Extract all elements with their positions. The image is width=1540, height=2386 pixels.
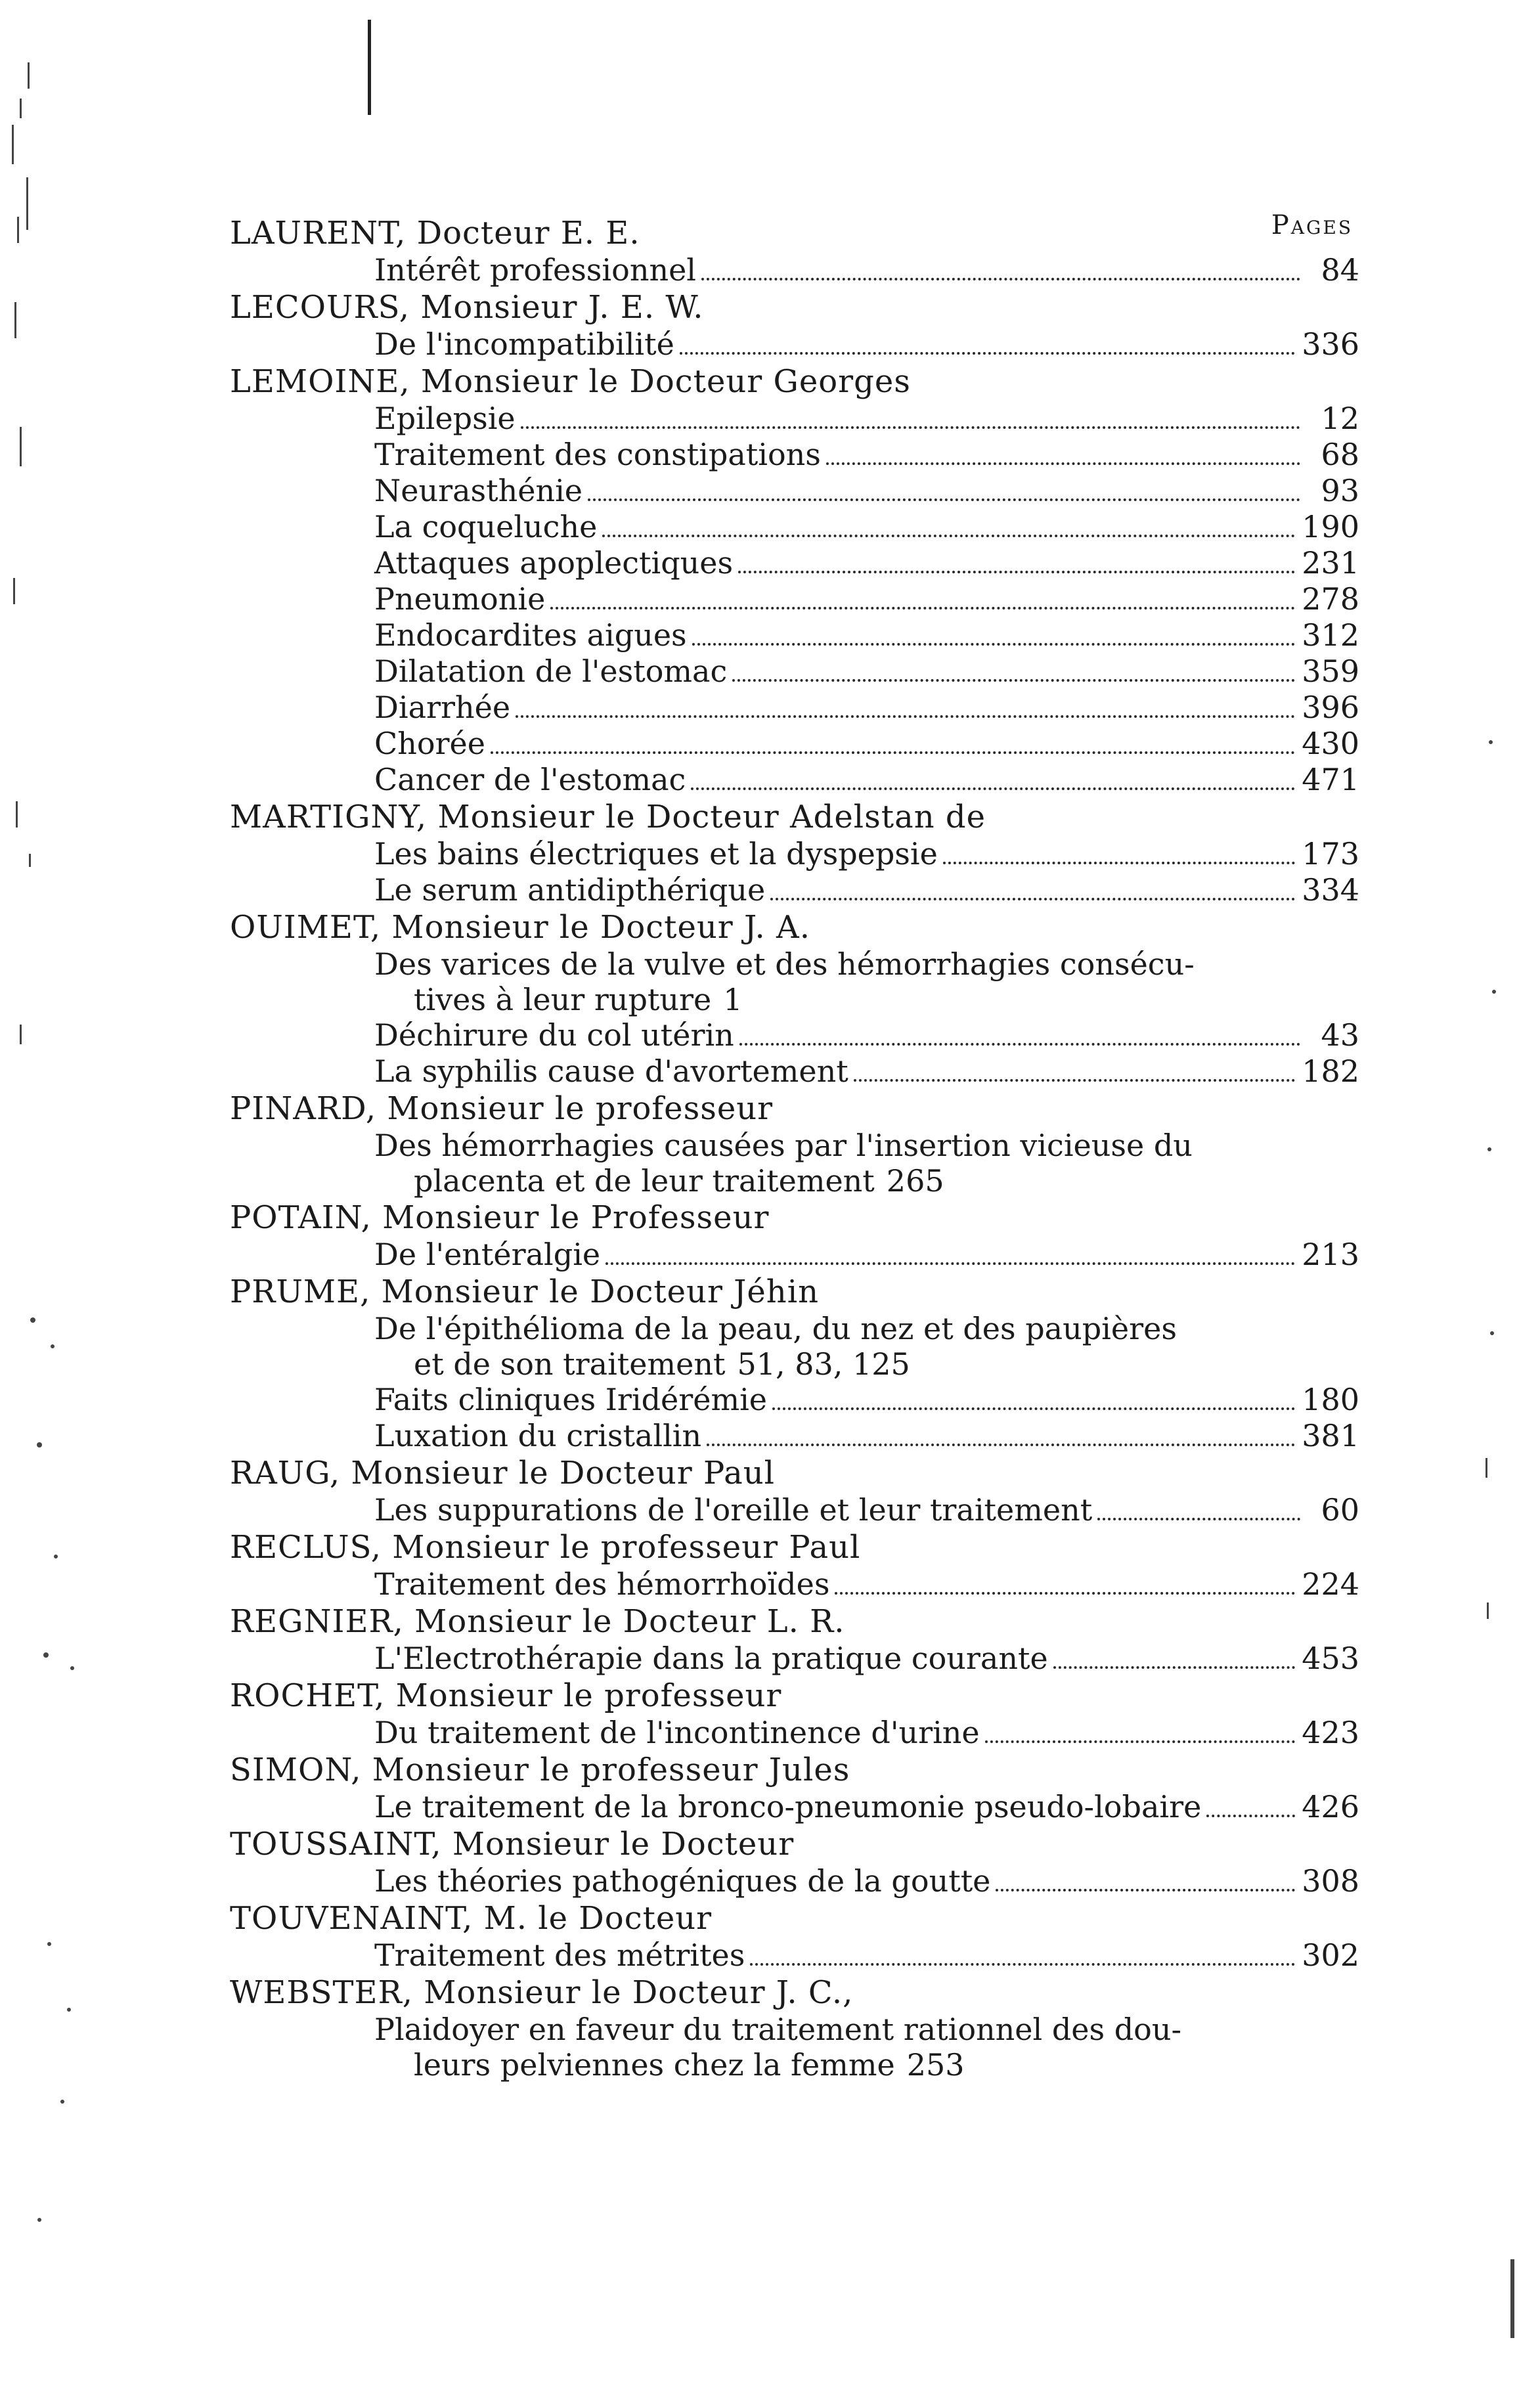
index-item: [374, 1492, 1359, 1528]
dot-leader: [521, 426, 1300, 429]
author-entry: [230, 1528, 1359, 1602]
item-page: 396: [1302, 690, 1359, 725]
item-page: 51, 83, 125: [737, 1346, 910, 1382]
index-item: [374, 1128, 1359, 1199]
dot-leader: [691, 787, 1295, 790]
author-index: [230, 209, 1359, 2083]
dot-leader: [692, 643, 1296, 646]
index-item: [374, 1863, 1359, 1899]
author-entry: [230, 363, 1359, 798]
item-title: Intérêt professionnel: [374, 252, 697, 288]
item-page: 182: [1302, 1053, 1359, 1089]
item-page: 173: [1302, 836, 1359, 872]
item-page: 93: [1321, 473, 1359, 508]
item-title: Endocardites aigues: [374, 617, 687, 653]
item-title: Chorée: [374, 726, 485, 761]
scan-mark: [368, 20, 371, 115]
author-name: RECLUS, Monsieur le professeur Paul: [230, 1529, 861, 1566]
dot-leader: [588, 498, 1300, 501]
dot-leader: [738, 571, 1295, 573]
item-title-continuation: placenta et de leur traitement: [414, 1163, 875, 1199]
index-item: [374, 726, 1359, 762]
item-title: Les bains électriques et la dyspepsie: [374, 836, 938, 872]
dot-leader: [1053, 1666, 1296, 1669]
index-item: [374, 1017, 1359, 1053]
author-name: POTAIN, Monsieur le Professeur: [230, 1199, 770, 1236]
item-page: 43: [1321, 1017, 1359, 1053]
author-entry: [230, 1751, 1359, 1825]
item-title: Traitement des métrites: [374, 1937, 745, 1973]
author-name: TOUSSAINT, Monsieur le Docteur: [230, 1826, 795, 1863]
dot-leader: [854, 1079, 1295, 1082]
author-name: PRUME, Monsieur le Docteur Jéhin: [230, 1273, 819, 1310]
dot-leader: [996, 1889, 1295, 1891]
item-title: L'Electrothérapie dans la pratique courante: [374, 1641, 1048, 1676]
index-item: [374, 946, 1359, 1017]
item-title-line: Des varices de la vulve et des hémorrhagies consécu-: [374, 946, 1195, 982]
dot-leader: [770, 898, 1295, 900]
index-item: [374, 581, 1359, 617]
item-page: 180: [1302, 1382, 1359, 1417]
dot-leader: [732, 679, 1295, 682]
author-name: SIMON, Monsieur le professeur Jules: [230, 1752, 850, 1788]
item-page: 12: [1321, 401, 1359, 436]
index-item: [374, 1382, 1359, 1418]
item-page: 471: [1302, 762, 1359, 797]
item-title-line: Des hémorrhagies causées par l'insertion vicieuse du: [374, 1128, 1193, 1163]
author-entry: [230, 1090, 1359, 1199]
dot-leader: [701, 278, 1300, 280]
item-page: 190: [1302, 509, 1359, 544]
dot-leader: [605, 1262, 1295, 1265]
index-item: [374, 2012, 1359, 2083]
item-page: 381: [1302, 1418, 1359, 1453]
item-page: 312: [1302, 617, 1359, 653]
item-title: De l'entéralgie: [374, 1237, 601, 1272]
author-entry: [230, 1199, 1359, 1273]
index-item: [374, 401, 1359, 437]
author-name: LEMOINE, Monsieur le Docteur Georges: [230, 363, 911, 400]
item-page: 336: [1302, 326, 1359, 362]
author-name: REGNIER, Monsieur le Docteur L. R.: [230, 1603, 845, 1640]
item-title: Déchirure du col utérin: [374, 1017, 734, 1053]
item-title: Les théories pathogéniques de la goutte: [374, 1863, 991, 1899]
author-name: MARTIGNY, Monsieur le Docteur Adelstan de: [230, 799, 986, 835]
author-name: WEBSTER, Monsieur le Docteur J. C.,: [230, 1974, 854, 2011]
item-title: Diarrhée: [374, 690, 511, 725]
item-page: 68: [1321, 437, 1359, 472]
author-name: RAUG, Monsieur le Docteur Paul: [230, 1455, 775, 1491]
dot-leader: [516, 715, 1295, 718]
index-item: [374, 1937, 1359, 1974]
author-entry: [230, 1974, 1359, 2083]
index-item: [374, 1641, 1359, 1677]
item-title: La coqueluche: [374, 509, 598, 544]
item-title: Dilatation de l'estomac: [374, 653, 728, 689]
index-item: [374, 1789, 1359, 1825]
index-item: [374, 437, 1359, 473]
item-title: Du traitement de l'incontinence d'urine: [374, 1715, 980, 1750]
dot-leader: [680, 352, 1295, 355]
author-entry: [230, 1677, 1359, 1751]
item-page: 213: [1302, 1237, 1359, 1272]
author-entry: [230, 1825, 1359, 1899]
item-page: 224: [1302, 1566, 1359, 1602]
dot-leader: [826, 462, 1300, 465]
author-entry: [230, 1454, 1359, 1528]
item-title: Luxation du cristallin: [374, 1418, 702, 1453]
index-item: [374, 1715, 1359, 1751]
item-title-line: Plaidoyer en faveur du traitement rationnel des dou-: [374, 2012, 1182, 2047]
index-item: [374, 617, 1359, 653]
item-title: Traitement des constipations: [374, 437, 821, 472]
item-page: 278: [1302, 581, 1359, 617]
dot-leader: [739, 1043, 1300, 1046]
item-page: 253: [906, 2047, 965, 2083]
author-entry: [230, 214, 1359, 288]
dot-leader: [602, 535, 1295, 537]
item-page: 308: [1302, 1863, 1359, 1899]
dot-leader: [772, 1407, 1295, 1410]
item-title-continuation: tives à leur rupture: [414, 982, 712, 1017]
item-page: 302: [1302, 1937, 1359, 1973]
index-item: [374, 473, 1359, 509]
index-item: [374, 252, 1359, 288]
author-name: LAURENT, Docteur E. E.: [230, 215, 640, 252]
item-title: Le traitement de la bronco-pneumonie pseudo-lobaire: [374, 1789, 1202, 1824]
item-page: 84: [1321, 252, 1359, 288]
dot-leader: [943, 862, 1295, 864]
item-title: Cancer de l'estomac: [374, 762, 686, 797]
dot-leader: [491, 751, 1295, 754]
item-title: Traitement des hémorrhoïdes: [374, 1566, 830, 1602]
item-page: 426: [1302, 1789, 1359, 1824]
index-item: [374, 653, 1359, 690]
index-item: [374, 1566, 1359, 1602]
index-item: [374, 1311, 1359, 1382]
item-title: Le serum antidipthérique: [374, 872, 766, 908]
dot-leader: [1097, 1518, 1300, 1520]
author-entry: [230, 288, 1359, 363]
item-title-continuation: et de son traitement: [414, 1346, 726, 1382]
author-entry: [230, 1899, 1359, 1974]
item-page: 231: [1302, 545, 1359, 581]
author-entry: [230, 908, 1359, 1090]
dot-leader: [550, 607, 1295, 609]
item-page: 334: [1302, 872, 1359, 908]
item-title: La syphilis cause d'avortement: [374, 1053, 848, 1089]
index-item: [374, 1237, 1359, 1273]
item-page: 1: [723, 982, 743, 1017]
author-name: LECOURS, Monsieur J. E. W.: [230, 289, 704, 326]
index-item: [374, 836, 1359, 872]
dot-leader: [1206, 1815, 1295, 1817]
index-item: [374, 1418, 1359, 1454]
item-page: 265: [886, 1163, 944, 1199]
index-item: [374, 690, 1359, 726]
item-title: Neurasthénie: [374, 473, 583, 508]
item-page: 453: [1302, 1641, 1359, 1676]
author-entry: [230, 1602, 1359, 1677]
author-name: ROCHET, Monsieur le professeur: [230, 1677, 782, 1714]
author-entry: [230, 798, 1359, 908]
item-title: Les suppurations de l'oreille et leur traitement: [374, 1492, 1093, 1528]
item-title: Epilepsie: [374, 401, 516, 436]
item-title-line: De l'épithélioma de la peau, du nez et des paupières: [374, 1311, 1177, 1346]
index-item: [374, 872, 1359, 908]
item-page: 430: [1302, 726, 1359, 761]
item-page: 359: [1302, 653, 1359, 689]
dot-leader: [750, 1963, 1295, 1966]
item-title: De l'incompatibilité: [374, 326, 674, 362]
item-title: Pneumonie: [374, 581, 546, 617]
index-item: [374, 1053, 1359, 1090]
dot-leader: [835, 1592, 1295, 1595]
pages-column-label: Pages: [1271, 210, 1353, 240]
item-page: 423: [1302, 1715, 1359, 1750]
index-item: [374, 545, 1359, 581]
index-item: [374, 762, 1359, 798]
item-page: 60: [1321, 1492, 1359, 1528]
dot-leader: [985, 1740, 1296, 1743]
index-item: [374, 326, 1359, 363]
author-name: PINARD, Monsieur le professeur: [230, 1090, 774, 1127]
item-title-continuation: leurs pelviennes chez la femme: [414, 2047, 895, 2083]
author-entry: [230, 1273, 1359, 1454]
author-name: TOUVENAINT, M. le Docteur: [230, 1900, 713, 1937]
index-item: [374, 509, 1359, 545]
dot-leader: [707, 1444, 1295, 1446]
author-name: OUIMET, Monsieur le Docteur J. A.: [230, 909, 810, 946]
item-title: Faits cliniques Iridérémie: [374, 1382, 767, 1417]
item-title: Attaques apoplectiques: [374, 545, 734, 581]
